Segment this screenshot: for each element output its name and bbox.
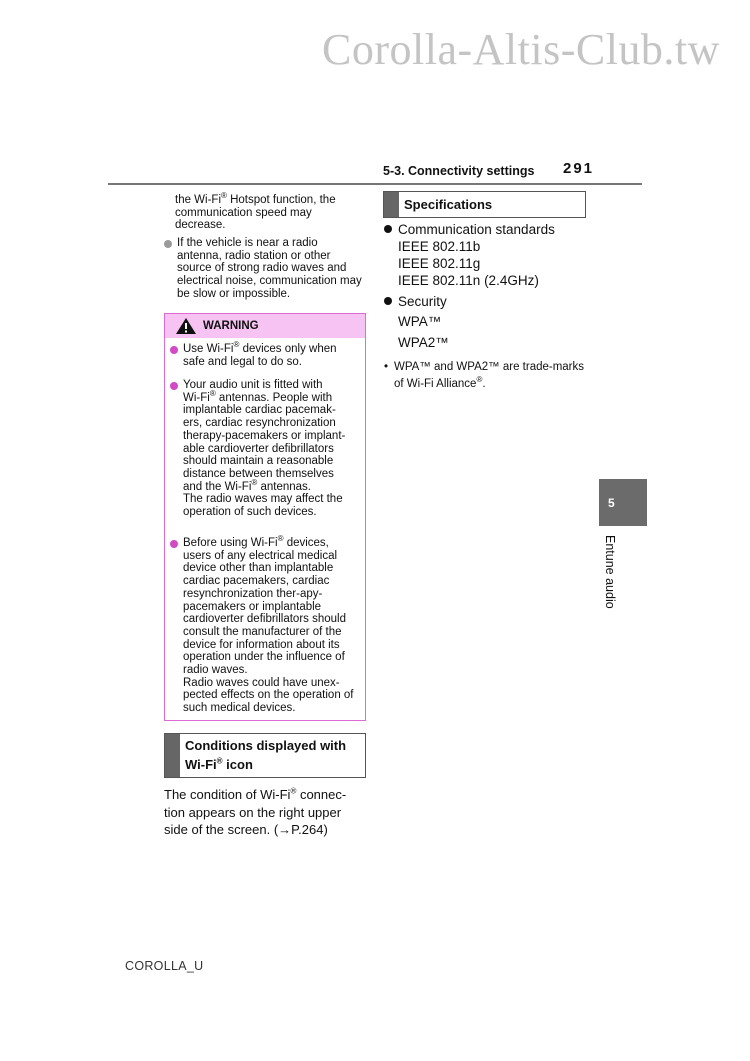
conditions-title: Conditions displayed with Wi-Fi® icon (185, 738, 347, 772)
warning-triangle-icon (175, 317, 197, 335)
spec-item: Communication standards (384, 221, 584, 238)
watermark: Corolla-Altis-Club.tw (322, 25, 720, 74)
page-number: 291 (563, 160, 595, 177)
conditions-body: The condition of Wi-Fi® connec-tion appears on the right upper side of the screen. (→P.264) (164, 786, 347, 837)
warning-title: WARNING (203, 320, 259, 332)
footer-code: COROLLA_U (125, 959, 204, 973)
specifications-heading (383, 191, 586, 218)
bullet-icon (170, 540, 178, 548)
heading-bar (165, 734, 180, 777)
security-value: WPA™ (398, 314, 442, 329)
spec-item: Security (384, 293, 584, 310)
trademark-note: • WPA™ and WPA2™ are trade-marks of Wi-Fi Alliance®. (384, 361, 585, 390)
bullet-icon (384, 297, 392, 305)
bullet-icon (170, 382, 178, 390)
bullet-icon (164, 240, 172, 248)
section-title: 5-3. Connectivity settings (383, 164, 535, 178)
security-value: WPA2™ (398, 335, 449, 350)
specifications-title: Specifications (404, 197, 493, 212)
page-reference-link[interactable]: P.264) (291, 822, 328, 837)
continued-text: the Wi-Fi® Hotspot function, the communication speed may decrease. (175, 191, 336, 232)
specifications-list (384, 221, 584, 351)
standard-value: IEEE 802.11n (2.4GHz) (398, 273, 539, 288)
heading-bar (384, 192, 399, 217)
radio-bullet: If the vehicle is near a radio antenna, radio station or other source of strong radio waves and electrical noise, communication may be slow or impossible. (164, 237, 365, 301)
bullet-icon (170, 346, 178, 354)
header-rule (108, 183, 642, 185)
warning-box (164, 313, 366, 721)
arrow-icon: → (278, 822, 292, 837)
standard-value: IEEE 802.11g (398, 256, 481, 271)
warning-item: Use Wi-Fi® devices only when safe and legal to do so. (170, 343, 354, 368)
warning-header (165, 314, 365, 338)
bullet-icon (384, 225, 392, 233)
warning-item: Your audio unit is fitted with Wi-Fi® antennas. People with implantable cardiac pacemak-ers, cardiac resynchronization therapy-pacemakers or implant-able cardioverter defibrillators should maintain a reasonable distance between themselves and the Wi-Fi® antennas. The radio waves may affect the operation of such devices. (170, 379, 354, 519)
chapter-label: Entune audio (603, 535, 617, 609)
chapter-tab: 5 (599, 479, 647, 526)
conditions-heading (164, 733, 366, 778)
warning-item: Before using Wi-Fi® devices, users of any electrical medical device other than implantable cardiac pacemakers, cardiac resynchronization ther-apy-pacemakers or implantable cardioverter defibrillators should consult the manufacturer of the device for information about its operation under the influence of radio waves. Radio waves could have unex-pected effects on the operation of such medical devices. (170, 537, 354, 715)
standard-value: IEEE 802.11b (398, 239, 481, 254)
